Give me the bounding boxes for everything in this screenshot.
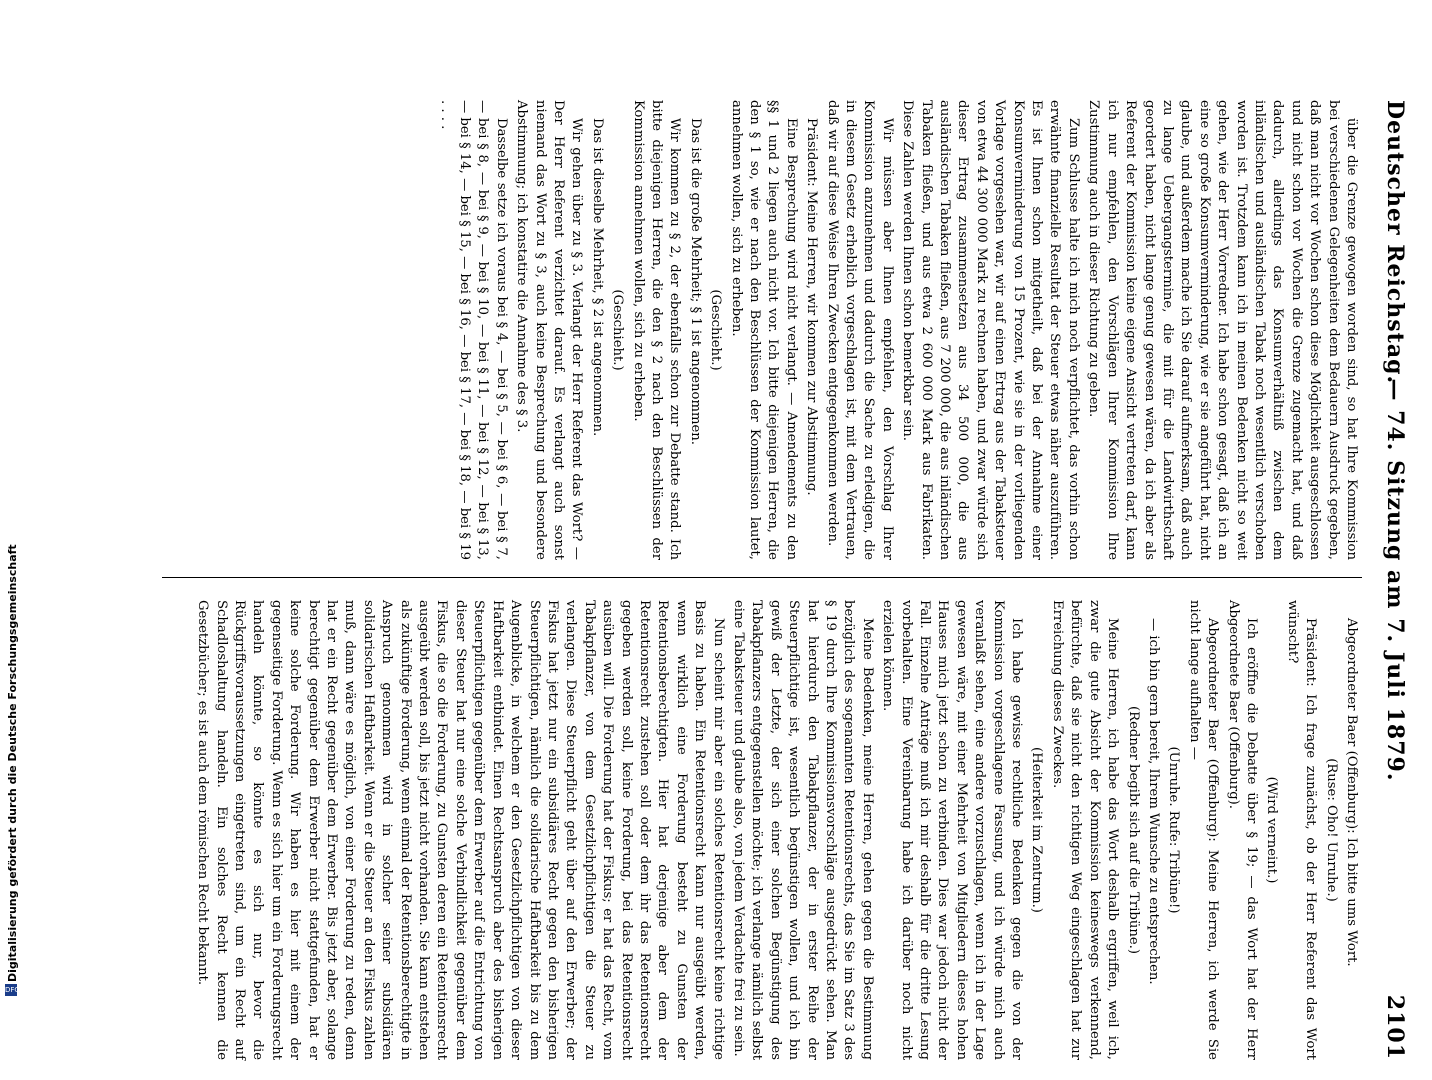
left-column — [434, 100, 1360, 560]
header-title: Deutscher Reichstag. — [1382, 100, 1408, 385]
paragraph: über die Grenze gewogen worden sind, so hat Ihre Kommission bei verschiedenen Gelegenheiten dem Bedauern Ausdruck gegeben, daß man nicht vor Wochen schon diese Möglichkeit ausgeschlossen und nicht schon vor Wochen die Grenze zugemacht hat, und daß dadurch, allerdings das Konsumverhältniß zwischen dem inländischen und ausländischen Tabak noch wesentlich verschoben worden ist. Trotzdem kann ich in meinen Bedenken nicht so weit gehen, wie der Herr Vorredner. Ich habe schon gesagt, daß ich an eine so große Konsumverminderung, wie er sie angeführt hat, nicht glaube, und außerdem mache ich Sie darauf aufmerksam, daß auch zu lange Uebergangstermine, die mit für die Landwirthschaft geordert haben, nicht lange genug gewesen wären, da ich aber als Referent der Kommission keine eigene Ansicht vertreten darf, kann ich nur empfehlen, den Vorschlägen Ihrer Kommission Ihre Zustimmung auch in dieser Richtung zu geben. — [1086, 100, 1359, 560]
paragraph: Eine Besprechung wird nicht verlangt. — Amendements zu den §§ 1 und 2 liegen auch nicht vor. Ich bitte diejenigen Herren, die den § 1 so, wie er nach den Beschlüssen der Kommission lautet, annehmen wollen, sich zu erheben. — [728, 100, 799, 560]
paragraph: Meine Herren, ich habe das Wort deshalb ergriffen, weil ich, zwar die gute Absicht der Kommission keineswegs verkennend, befürchte, daß sie nicht den richtigen Weg eingeschlagen hat zur Erreichung dieses Zweckes. — [1049, 600, 1121, 1060]
paragraph: Wir kommen zu § 2, der ebenfalls schon zur Debatte stand. Ich bitte diejenigen Herren, die den § 2 nach den Beschlüssen der Kommission annehmen wollen, sich zu erheben. — [630, 100, 683, 560]
stage-direction: (Redner begibt sich auf die Tribüne.) — [1125, 706, 1141, 954]
paragraph: Zum Schlusse halte ich mich noch verpflichtet, das vorhin schon erwähnte finanzielle Resultat der Steuer etwas näher auszuführen. Es ist Ihnen schon mitgetheilt, daß bei der Annahme einer Konsumverminderung von 15 Prozent, wie sie in der vorliegenden Vorlage vorgesehen war, wir auf einen Ertrag aus der Tabaksteuer von etwa 44 300 000 Mark zu rechnen haben, und zwar würde sich dieser Ertrag zusammensetzen aus 34 500 000, die aus ausländischen Tabaken fließen, aus 7 200 000, die aus inländischen Tabaken fließen, und aus etwa 2 600 000 Mark aus Fabrikaten. Diese Zahlen werden Ihnen schon bemerkbar sein. — [900, 100, 1081, 560]
header-session: — 74. Sitzung am 7. Juli 1879. — [1382, 378, 1408, 782]
paragraph: Meine Bedenken, meine Herren, gehen gegen die Bestimmung bezüglich des sogenannten Retentionsrechts, das Sie im Satz 3 des § 19 durch Ihre Kommissionsvorschläge ausgedrückt sehen. Man hat hierdurch den Tabakpflanzer, der in erster Reihe der Steuerpflichtige ist, wesentlich begünstigen wollen, und ich bin gewiß der Letzte, der sich einer solchen Begünstigung des Tabakpflanzers entgegenstellen möchte; ich verlange nämlich selbst eine Tabaksteuer und glaube also, von jedem Verdachte frei zu sein. — [731, 600, 875, 1060]
paragraph: — ich bin gern bereit, Ihrem Wunsche zu entsprechen. — [1145, 618, 1161, 985]
page-header — [1372, 100, 1408, 1060]
paragraph: Nun scheint mir aber ein solches Retentionsrecht keine richtige Basis zu haben. Ein Retentionsrecht kann nur ausgeübt werden, wenn wirklich eine Forderung besteht zu Gunsten der Retentionsberechtigten. Hier hat derjenige aber dem der Retentionsrecht zustehen soll oder dem ihr das Retentionsrecht gegeben werden soll, keine Forderung, bei das Retentionsrecht ausüben will. Die Forderung hat der Fiskus; er hat das Recht, vom Tabakpflanzer, von dem Gesetzlichpflichtigen die Steuer zu verlangen. Diese Steuerpflicht geht über auf den Erwerber; der Fiskus hat jetzt nur ein subsidiäres Recht gegen den bisherigen Steuerpflichtigen, nämlich die solidarische Haftbarkeit bis zu dem Augenblicke, in welchem er den Gesetzlichpflichtigen von dieser Haftbarkeit entbindet. Einen Rechtsanspruch aber des bisherigen Steuerpflichtigen gegenüber dem Erwerber auf die Entrichtung von dieser Steuer hat nur eine solche Verbindlichkeit gegenüber dem Fiskus, die so die Forderung, zu Gunsten deren ein Retentionsrecht ausgeübt werden soll, bis jetzt nicht vorhanden. Sie kann entstehen als zukünftige Forderung, wenn einmal der Retentionsberechtigte in Anspruch genommen wird in solcher seiner subsidiären solidarischen Haftbarkeit. Wenn er die Steuer an den Fiskus zahlen muß, dann wäre es möglich, von einer Forderung zu reden, denn hat er ein Recht gegenüber dem Erwerber. Bis jetzt aber, solange berechtigt gegenüber dem Erwerber nicht stattgefunden, hat er keine solche Forderung. Wir haben es hier mit einem der gegenseitige Forderung. Wenn es sich hier um ein Forderungsrecht handeln könnte, so könnte es sich nur, bevor die Rückgriffsvoraussetzungen eingetreten sind, um ein Recht auf Schadloshaltung handeln. Ein solches Recht kennen die Gesetzbücher; es ist auch dem römischen Recht bekannt. — [195, 600, 726, 1060]
paragraph: Abgeordneter Baer (Offenburg): Meine Herren, ich werde Sie nicht lange aufhalten — — [1186, 600, 1221, 1060]
rotated-page — [132, 80, 1412, 1080]
stage-direction: (Unruhe. Rufe: Tribüne!) — [1166, 746, 1182, 914]
paragraph: Präsident: Meine Herren, wir kommen zur Abstimmung. — [804, 118, 820, 496]
paragraph: Ich eröffne die Debatte über § 19; — das Wort hat der Herr Abgeordnete Baer (Offenburg). — [1225, 600, 1259, 1060]
paragraph: Wir müssen aber Ihnen empfehlen, den Vorschlag Ihrer Kommission anzunehmen und dadurch die Sache zu erledigen, die in diesem Gesetz erheblich vorgeschlagen ist, mit dem Vertrauen, daß wir auf diese Weise Ihren Zwecken entgegenkommen werden. — [824, 100, 895, 560]
page-number: 2101 — [1382, 994, 1408, 1060]
stage-direction: (Geschieht.) — [610, 289, 626, 371]
stage-direction: (Geschieht.) — [708, 289, 724, 371]
paragraph: Wir gehen über zu § 3. Verlangt der Herr Referent das Wort? — Der Herr Referent verzichtet darauf. Es verlangt auch sonst niemand das Wort zu § 3, auch keine Besprechung und besondere Abstimmung; ich konstatire die Annahme des § 3. — [514, 100, 585, 560]
column-separator — [162, 577, 1362, 578]
paragraph: Das ist dieselbe Mehrheit, § 2 ist angenommen. — [589, 118, 605, 437]
paragraph: Ich habe gewisse rechtliche Bedenken gegen die von der Kommission vorgeschlagene Fassung, und ich würde mich auch veranlaßt sehen, eine andere vorzuschlagen, wenn ich in der Lage gewesen wäre, mit einer Mehrheit von Mitgliedern dieses hohen Hauses mich jetzt schon zu verbinden. Dies war jedoch nicht der Fall. Einzelne Anträge muß ich mir deshalb für die dritte Lesung vorbehalten. Eine Vereinbarung habe ich darüber noch nicht erzielen können. — [880, 600, 1025, 1060]
right-column — [191, 600, 1360, 1060]
paragraph: Abgeordneter Baer (Offenburg): Ich bitte ums Wort. — [1344, 618, 1359, 967]
stage-direction: (Wird verneint.) — [1264, 776, 1280, 884]
paragraph: Dasselbe setze ich voraus bei § 4, — bei § 5, — bei § 6, — bei § 7, — bei § 8, — bei § 9, — bei § 10, — bei § 11, — bei § 12, — bei § 13, — bei § 14, — bei § 15, — bei § 16, — bei § 17, — bei § 18, — bei § 19 . . . . — [438, 100, 509, 560]
digitization-credit — [0, 0, 28, 1000]
paragraph: Präsident: Ich frage zunächst, ob der Herr Referent das Wort wünscht? — [1284, 600, 1319, 1060]
dfg-logo: DFG — [5, 986, 20, 994]
credit-text: Digitalisierung gefördert durch die Deutsche Forschungsgemeinschaft — [6, 544, 19, 982]
stage-direction: (Heiterkeit im Zentrum.) — [1029, 747, 1045, 913]
stage-direction: (Ruse: Oho! Unruhe.) — [1323, 758, 1339, 902]
paragraph: Das ist die große Mehrheit; § 1 ist angenommen. — [687, 118, 703, 445]
